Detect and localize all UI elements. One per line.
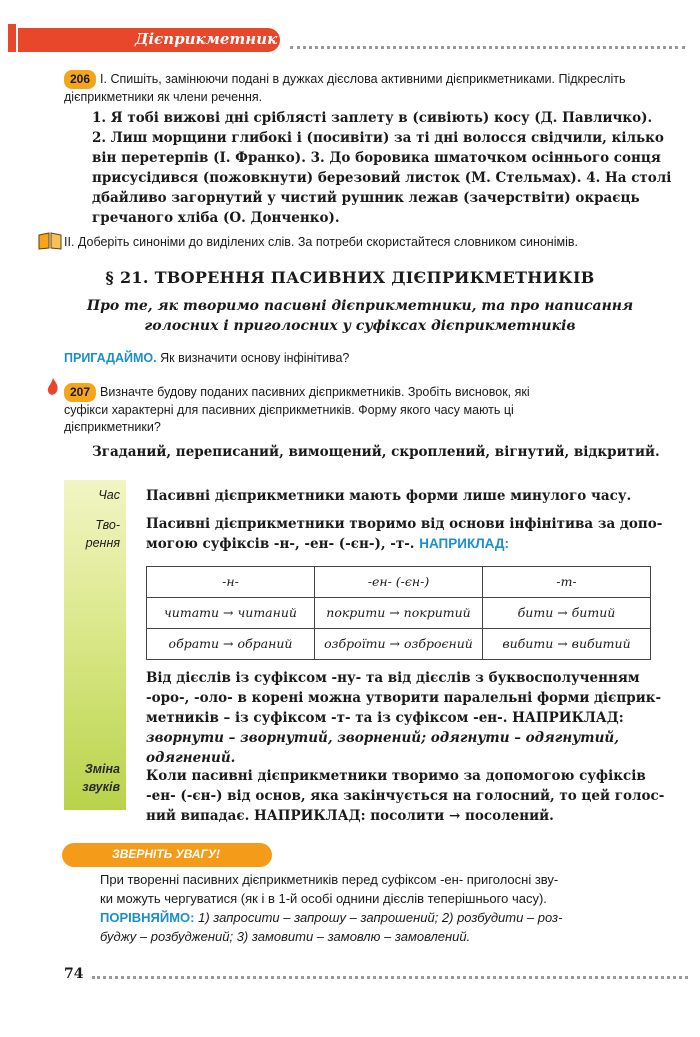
- label-sound-change: Зміна звуків: [82, 762, 120, 794]
- page-number: 74: [64, 966, 84, 982]
- example-label: НАПРИКЛАД:: [419, 536, 510, 551]
- rule-time: Пасивні дієприкметники мають форми лише минулого часу.: [146, 488, 632, 504]
- compare-label: ПОРІВНЯЙМО:: [100, 910, 195, 925]
- section-title: § 21. ТВОРЕННЯ ПАСИВНИХ ДІЄПРИКМЕТНИКІВ: [105, 268, 595, 287]
- header-accent-bar: [8, 24, 16, 52]
- rule-sound-change: Коли пасивні дієприкметники творимо за допомогою суфіксів -ен- (-єн-) від основ, яка закінчується на голосний, то цей голос- ний випадає. НАПРИКЛАД: посолити → посолений.: [146, 768, 665, 824]
- flame-icon: [46, 378, 60, 396]
- label-time: Час: [98, 488, 120, 502]
- table-cell: бити → битий: [483, 598, 651, 629]
- footer-dotted-rule: [92, 976, 688, 979]
- table-header: -ен- (-єн-): [315, 567, 483, 598]
- table-header: -н-: [147, 567, 315, 598]
- table-header: -т-: [483, 567, 651, 598]
- attention-text: При творенні пасивних дієприкметників перед суфіксом -ен- приголосні зву- ки можуть чергуватися (як і в 1-й особі однини дієслів теперішнього часу). ПОРІВНЯЙМО: 1) запросити – запрошу – запрошений; 2) розбудити – роз- буджу – розбуджений; 3) замовити – замовлю – замовлений.: [100, 872, 563, 944]
- task-206-text: 1. Я тобі вижові дні сріблясті заплету в (сивіють) косу (Д. Павличко). 2. Лиш морщини глибокі і (посивіти) за ті дні волосся свідчили, кілько він перетерпів (І. Франко). 3. До боровика шматочком осіннього сонця присусідився (пожовкнути) березовий листок (М. Стельмах). 4. На столі дбайливо загорнутий у чистий рушник лежав (зачерствіти) окраєць гречаного хліба (О. Донченко).: [92, 110, 672, 226]
- label-formation: Тво- рення: [85, 518, 120, 550]
- table-cell: читати → читаний: [147, 598, 315, 629]
- header-dotted-rule: [290, 46, 685, 49]
- recall-label: ПРИГАДАЙМО.: [64, 351, 157, 365]
- recall-text: Як визначити основу інфінітива?: [160, 351, 350, 365]
- rule-parallel-forms: Від дієслів із суфіксом -ну- та від дієслів з буквосполученням -оро-, -оло- в корені можна утворити паралельні форми дієприк- метників – із суфіксом -т- та із суфіксом -ен-. НАПРИКЛАД: зворнути – зворнутий, зворнений; одягнути – одягнутий, одягнений.: [146, 670, 662, 766]
- header-title: Дієприкметник: [135, 30, 278, 48]
- table-cell: обрати → обраний: [147, 629, 315, 660]
- section-subtitle: Про те, як творимо пасивні дієприкметники, та про написання голосних і приголосних у суфіксах дієприкметників: [86, 298, 634, 334]
- task-206-instruction: 206 І. Спишіть, замінюючи подані в дужках дієслова активними дієприкметниками. Підкресліть дієприкметники як члени речення.: [64, 72, 626, 104]
- task-number-207: 207: [64, 383, 96, 402]
- table-cell: озброїти → озброєний: [315, 629, 483, 660]
- book-icon: [38, 232, 62, 250]
- formation-table: [146, 566, 651, 660]
- task-number-206: 206: [64, 70, 96, 89]
- task-207-instruction: 207 Визначте будову поданих пасивних дієприкметників. Зробіть висновок, які суфікси характерні для пасивних дієприкметників. Форму якого часу мають ці дієприкметники?: [64, 385, 530, 434]
- recall-block: [64, 350, 684, 367]
- task-206-part2: ІІ. Доберіть синоніми до виділених слів. За потреби скористайтеся словником синонімів.: [64, 235, 578, 249]
- table-cell: вибити → вибитий: [483, 629, 651, 660]
- task-207-words: Згаданий, переписаний, вимощений, скроплений, вігнутий, відкритий.: [92, 444, 660, 460]
- table-cell: покрити → покритий: [315, 598, 483, 629]
- attention-label: ЗВЕРНІТЬ УВАГУ!: [112, 847, 221, 861]
- rule-formation: Пасивні дієприкметники творимо від основи інфінітива за допо- могою суфіксів -н-, -ен- (-єн-), -т-. НАПРИКЛАД:: [146, 516, 663, 552]
